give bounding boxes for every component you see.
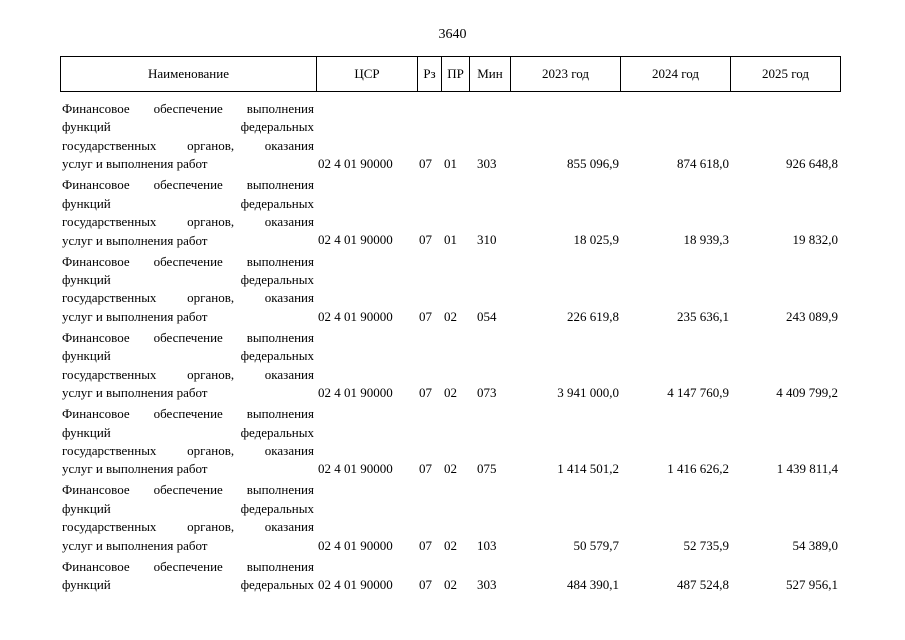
row-name-line: функций федеральных bbox=[62, 577, 314, 593]
row-rz: 07 bbox=[419, 385, 432, 401]
row-2024: 18 939,3 bbox=[683, 232, 729, 248]
row-2024: 874 618,0 bbox=[677, 156, 729, 172]
row-2025: 1 439 811,4 bbox=[776, 461, 838, 477]
row-csr: 02 4 01 90000 bbox=[318, 385, 393, 401]
row-pr: 01 bbox=[444, 232, 457, 248]
table-row bbox=[60, 176, 840, 252]
row-name-line: Финансовое обеспечение выполнения bbox=[62, 253, 314, 269]
row-2024: 4 147 760,9 bbox=[667, 385, 729, 401]
row-2023: 855 096,9 bbox=[567, 156, 619, 172]
row-name bbox=[62, 558, 314, 595]
row-min: 054 bbox=[477, 308, 497, 324]
row-name-line: функций федеральных bbox=[62, 119, 314, 135]
row-name-line: услуг и выполнения работ bbox=[62, 232, 208, 248]
row-csr: 02 4 01 90000 bbox=[318, 156, 393, 172]
table-header bbox=[60, 56, 841, 92]
row-name-line: государственных органов, оказания bbox=[62, 137, 314, 153]
row-name-line: услуг и выполнения работ bbox=[62, 156, 208, 172]
row-name-line: государственных органов, оказания bbox=[62, 519, 314, 535]
header-2023: 2023 год bbox=[511, 57, 621, 92]
row-rz: 07 bbox=[419, 232, 432, 248]
header-rz: Рз bbox=[418, 57, 442, 92]
table-row bbox=[60, 558, 840, 634]
row-2024: 487 524,8 bbox=[677, 577, 729, 593]
row-2023: 3 941 000,0 bbox=[557, 385, 619, 401]
row-pr: 02 bbox=[444, 537, 457, 553]
row-name-line: функций федеральных bbox=[62, 272, 314, 287]
row-min: 075 bbox=[477, 461, 497, 477]
row-rz: 07 bbox=[419, 308, 432, 324]
row-min: 303 bbox=[477, 577, 497, 593]
row-min: 310 bbox=[477, 232, 497, 248]
row-csr: 02 4 01 90000 bbox=[318, 461, 393, 477]
row-pr: 01 bbox=[444, 156, 457, 172]
row-min: 073 bbox=[477, 385, 497, 401]
row-rz: 07 bbox=[419, 577, 432, 593]
row-name-line: функций федеральных bbox=[62, 424, 314, 440]
row-name-line: государственных органов, оказания bbox=[62, 443, 314, 458]
header-2025: 2025 год bbox=[731, 57, 841, 92]
header-min: Мин bbox=[470, 57, 511, 92]
row-csr: 02 4 01 90000 bbox=[318, 232, 393, 248]
row-2024: 235 636,1 bbox=[677, 308, 729, 324]
table-row bbox=[60, 329, 840, 405]
row-name-line: функций федеральных bbox=[62, 195, 314, 211]
row-2025: 19 832,0 bbox=[792, 232, 838, 248]
table-body bbox=[60, 100, 840, 634]
row-2024: 52 735,9 bbox=[683, 537, 729, 553]
row-2025: 4 409 799,2 bbox=[776, 385, 838, 401]
row-name-line: государственных органов, оказания bbox=[62, 366, 314, 382]
row-2023: 226 619,8 bbox=[567, 308, 619, 324]
row-name bbox=[62, 481, 314, 555]
row-rz: 07 bbox=[419, 461, 432, 477]
page-number: 3640 bbox=[438, 27, 467, 42]
row-pr: 02 bbox=[444, 385, 457, 401]
row-csr: 02 4 01 90000 bbox=[318, 537, 393, 553]
row-name-line: Финансовое обеспечение выполнения bbox=[62, 177, 314, 193]
table-row bbox=[60, 100, 840, 176]
row-2023: 50 579,7 bbox=[573, 537, 619, 553]
row-csr: 02 4 01 90000 bbox=[318, 577, 393, 593]
row-2025: 926 648,8 bbox=[786, 156, 838, 172]
row-name-line: Финансовое обеспечение выполнения bbox=[62, 329, 314, 345]
row-name-line: услуг и выполнения работ bbox=[62, 461, 208, 477]
row-name-line: услуг и выполнения работ bbox=[62, 537, 208, 553]
row-name-line: услуг и выполнения работ bbox=[62, 308, 208, 324]
row-2024: 1 416 626,2 bbox=[667, 461, 729, 477]
row-min: 103 bbox=[477, 537, 497, 553]
row-rz: 07 bbox=[419, 537, 432, 553]
row-name-line: функций федеральных bbox=[62, 348, 314, 364]
table-row bbox=[60, 481, 840, 557]
row-name bbox=[62, 253, 314, 327]
row-pr: 02 bbox=[444, 461, 457, 477]
row-name-line: Финансовое обеспечение выполнения bbox=[62, 101, 314, 116]
row-pr: 02 bbox=[444, 308, 457, 324]
row-2025: 527 956,1 bbox=[786, 577, 838, 593]
row-name-line: услуг и выполнения работ bbox=[62, 385, 208, 401]
row-2025: 54 389,0 bbox=[792, 537, 838, 553]
row-name-line: Финансовое обеспечение выполнения bbox=[62, 558, 314, 574]
row-name-line: государственных органов, оказания bbox=[62, 214, 314, 230]
row-name-line: функций федеральных bbox=[62, 500, 314, 516]
row-name-line: Финансовое обеспечение выполнения bbox=[62, 482, 314, 498]
row-2023: 1 414 501,2 bbox=[557, 461, 619, 477]
table-row bbox=[60, 253, 840, 329]
row-2023: 18 025,9 bbox=[573, 232, 619, 248]
header-pr: ПР bbox=[442, 57, 470, 92]
row-name bbox=[62, 405, 314, 479]
row-name-line: государственных органов, оказания bbox=[62, 290, 314, 306]
row-2025: 243 089,9 bbox=[786, 308, 838, 324]
row-2023: 484 390,1 bbox=[567, 577, 619, 593]
header-2024: 2024 год bbox=[621, 57, 731, 92]
row-name bbox=[62, 176, 314, 250]
header-name: Наименование bbox=[61, 57, 317, 92]
row-name-line: Финансовое обеспечение выполнения bbox=[62, 406, 314, 422]
row-csr: 02 4 01 90000 bbox=[318, 308, 393, 324]
table-row bbox=[60, 405, 840, 481]
row-name bbox=[62, 100, 314, 174]
row-name bbox=[62, 329, 314, 403]
header-csr: ЦСР bbox=[317, 57, 418, 92]
row-rz: 07 bbox=[419, 156, 432, 172]
row-pr: 02 bbox=[444, 577, 457, 593]
row-min: 303 bbox=[477, 156, 497, 172]
